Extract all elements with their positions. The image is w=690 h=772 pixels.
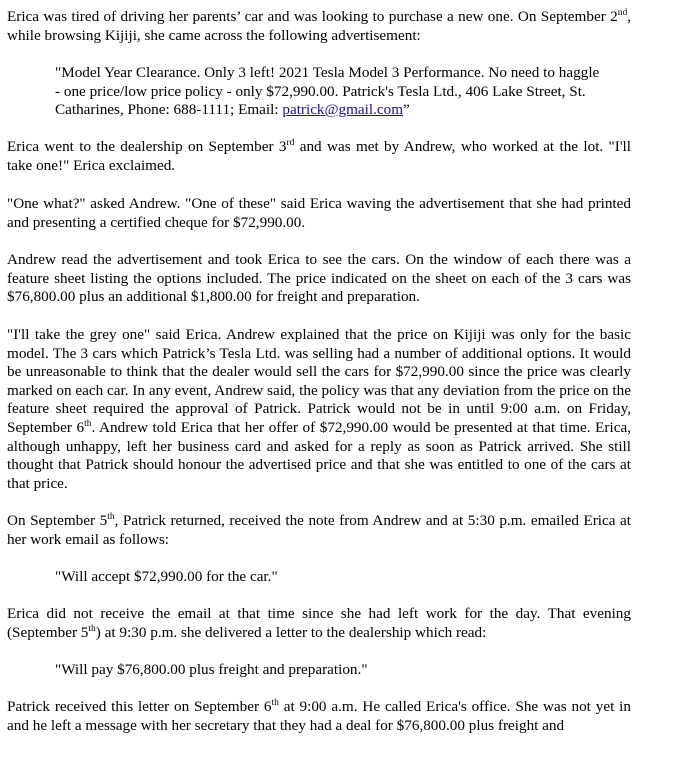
text: Erica went to the dealership on September 3: [7, 138, 287, 155]
superscript: th: [84, 418, 92, 429]
advertisement-quote: [55, 64, 600, 120]
text: , Patrick returned, received the note from Andrew and at 5:30 p.m. emailed Erica at her work email as follows:: [7, 512, 632, 548]
superscript: nd: [617, 7, 628, 18]
text: Patrick received this letter on September 6: [7, 698, 272, 715]
text: ”: [403, 101, 410, 119]
text: and was met by Andrew, who worked at the lot. "I'll take one!" Erica exclaimed.: [7, 138, 631, 174]
text: . Andrew told Erica that her offer of $72,990.00 would be presented at that time. Erica, although unhappy, left her business card and asked for a reply as soon as Patrick arrived. She still thought that Patrick should honour the advertised price and that she was entitled to one of the cars at that price.: [7, 418, 631, 492]
paragraph-patrick-call: [7, 698, 631, 735]
email-link[interactable]: patrick@gmail.com: [282, 101, 404, 119]
text: ) at 9:30 p.m. she delivered a letter to the dealership which read:: [95, 623, 487, 641]
text: "Model Year Clearance. Only 3 left! 2021 Tesla Model 3 Performance. No need to haggle - one price/low price policy - only $72,990.00. Patrick's Tesla Ltd., 406 Lake Street, St. Catharines, Phone: 688-1111; Email:: [55, 64, 600, 119]
superscript: th: [271, 697, 279, 708]
text: Erica did not receive the email at that time since she had left work for the day. That evening (September 5: [7, 605, 631, 641]
text: On September 5: [7, 512, 108, 529]
email-quote: "Will accept $72,990.00 for the car.": [55, 568, 278, 585]
letter-quote: "Will pay $76,800.00 plus freight and preparation.": [55, 661, 368, 678]
text: , while browsing Kijiji, she came across the following advertisement:: [7, 8, 631, 44]
paragraph-erica-letter: [7, 605, 631, 642]
superscript: th: [107, 511, 115, 522]
paragraph-grey-car: [7, 326, 631, 493]
superscript: rd: [286, 137, 295, 148]
paragraph-patrick-email: [7, 512, 631, 549]
paragraph-intro: [7, 8, 631, 45]
text: "I'll take the grey one" said Erica. Andrew explained that the price on Kijiji was only for the basic model. The 3 cars which Patrick’s Tesla Ltd. was selling had a number of additional options. It would be unreasonable to think that the dealer would sell the cars for $72,990.00 since the price was clearly marked on each car. In any event, Andrew said, the policy was that any deviation from the price on the feature sheet required the approval of Patrick. Patrick would not be in until 9:00 a.m. on Friday, September 6: [7, 326, 631, 436]
superscript: th: [88, 623, 96, 634]
text: Erica was tired of driving her parents’ car and was looking to purchase a new one. On September 2: [7, 8, 618, 25]
paragraph-one-what: "One what?" asked Andrew. "One of these" said Erica waving the advertisement that she had printed and presenting a certified cheque for $72,990.00.: [7, 195, 631, 231]
text: at 9:00 a.m. He called Erica's office. She was not yet in and he left a message with her secretary that they had a deal for $76,800.00 plus freight and: [7, 698, 631, 734]
paragraph-feature-sheet: Andrew read the advertisement and took Erica to see the cars. On the window of each there was a feature sheet listing the options included. The price indicated on the sheet on each of the 3 cars was $76,800.00 plus an additional $1,800.00 for freight and preparation.: [7, 251, 631, 306]
paragraph-dealership-visit: [7, 138, 631, 175]
